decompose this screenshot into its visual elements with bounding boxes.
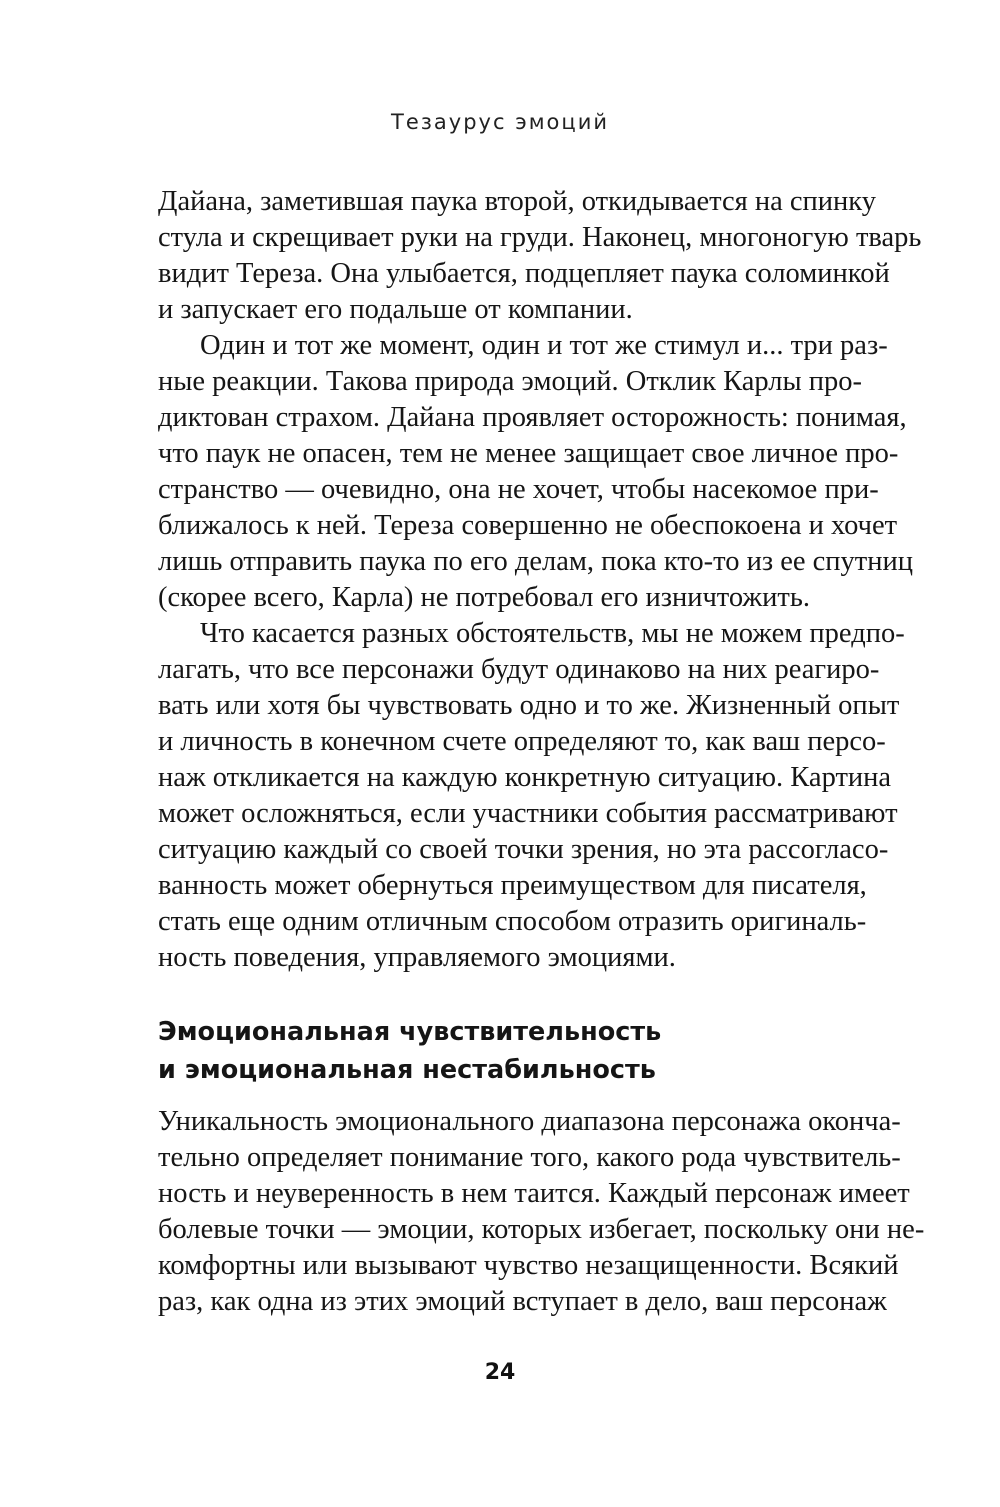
- text-line: (скорее всего, Карла) не потребовал его изничтожить.: [158, 582, 810, 613]
- text-line: комфортны или вызывают чувство незащищенности. Всякий: [158, 1250, 899, 1281]
- section-heading-line-2: и эмоциональная нестабильность: [158, 1055, 656, 1085]
- text-line: ванность может обернуться преимуществом для писателя,: [158, 870, 867, 901]
- text-line: стать еще одним отличным способом отразить оригиналь-: [158, 906, 867, 937]
- text-line: странство — очевидно, она не хочет, чтобы насекомое при-: [158, 474, 879, 505]
- text-line: ность и неуверенность в нем таится. Каждый персонаж имеет: [158, 1178, 910, 1209]
- text-line: Что касается разных обстоятельств, мы не можем предпо-: [200, 618, 905, 649]
- section-heading-line-1: Эмоциональная чувствительность: [158, 1017, 662, 1047]
- text-line: что паук не опасен, тем не менее защищает свое личное про-: [158, 438, 899, 469]
- text-line: и личность в конечном счете определяют то, как ваш персо-: [158, 726, 886, 757]
- text-line: ность поведения, управляемого эмоциями.: [158, 942, 676, 973]
- text-line: лагать, что все персонажи будут одинаково на них реагиро-: [158, 654, 880, 685]
- text-line: Дайана, заметившая паука второй, откидывается на спинку: [158, 186, 876, 217]
- text-line: наж откликается на каждую конкретную ситуацию. Картина: [158, 762, 892, 793]
- text-line: ные реакции. Такова природа эмоций. Отклик Карлы про-: [158, 366, 862, 397]
- text-line: вать или хотя бы чувствовать одно и то же. Жизненный опыт: [158, 690, 900, 721]
- section-heading: [158, 1013, 858, 1089]
- text-line: лишь отправить паука по его делам, пока кто-то из ее спутниц: [158, 546, 913, 577]
- body-text-bottom: [158, 1104, 925, 1320]
- text-line: раз, как одна из этих эмоций вступает в дело, ваш персонаж: [158, 1286, 887, 1317]
- text-line: и запускает его подальше от компании.: [158, 294, 633, 325]
- text-line: видит Тереза. Она улыбается, подцепляет паука соломинкой: [158, 258, 890, 289]
- page-number: 24: [484, 1360, 516, 1385]
- text-line: ближалось к ней. Тереза совершенно не обеспокоена и хочет: [158, 510, 898, 541]
- text-line: стула и скрещивает руки на груди. Наконец, многоногую тварь: [158, 222, 922, 253]
- text-line: Уникальность эмоционального диапазона персонажа оконча-: [158, 1106, 901, 1137]
- text-line: Один и тот же момент, один и тот же стимул и... три раз-: [200, 330, 888, 361]
- body-text-top: [158, 184, 922, 976]
- text-line: тельно определяет понимание того, какого рода чувствитель-: [158, 1142, 901, 1173]
- text-line: может осложняться, если участники события рассматривают: [158, 798, 898, 829]
- running-header: Тезаурус эмоций: [391, 110, 609, 134]
- text-line: диктован страхом. Дайана проявляет осторожность: понимая,: [158, 402, 907, 433]
- text-line: ситуацию каждый со своей точки зрения, но эта рассогласо-: [158, 834, 889, 865]
- text-line: болевые точки — эмоции, которых избегает, поскольку они не-: [158, 1214, 925, 1245]
